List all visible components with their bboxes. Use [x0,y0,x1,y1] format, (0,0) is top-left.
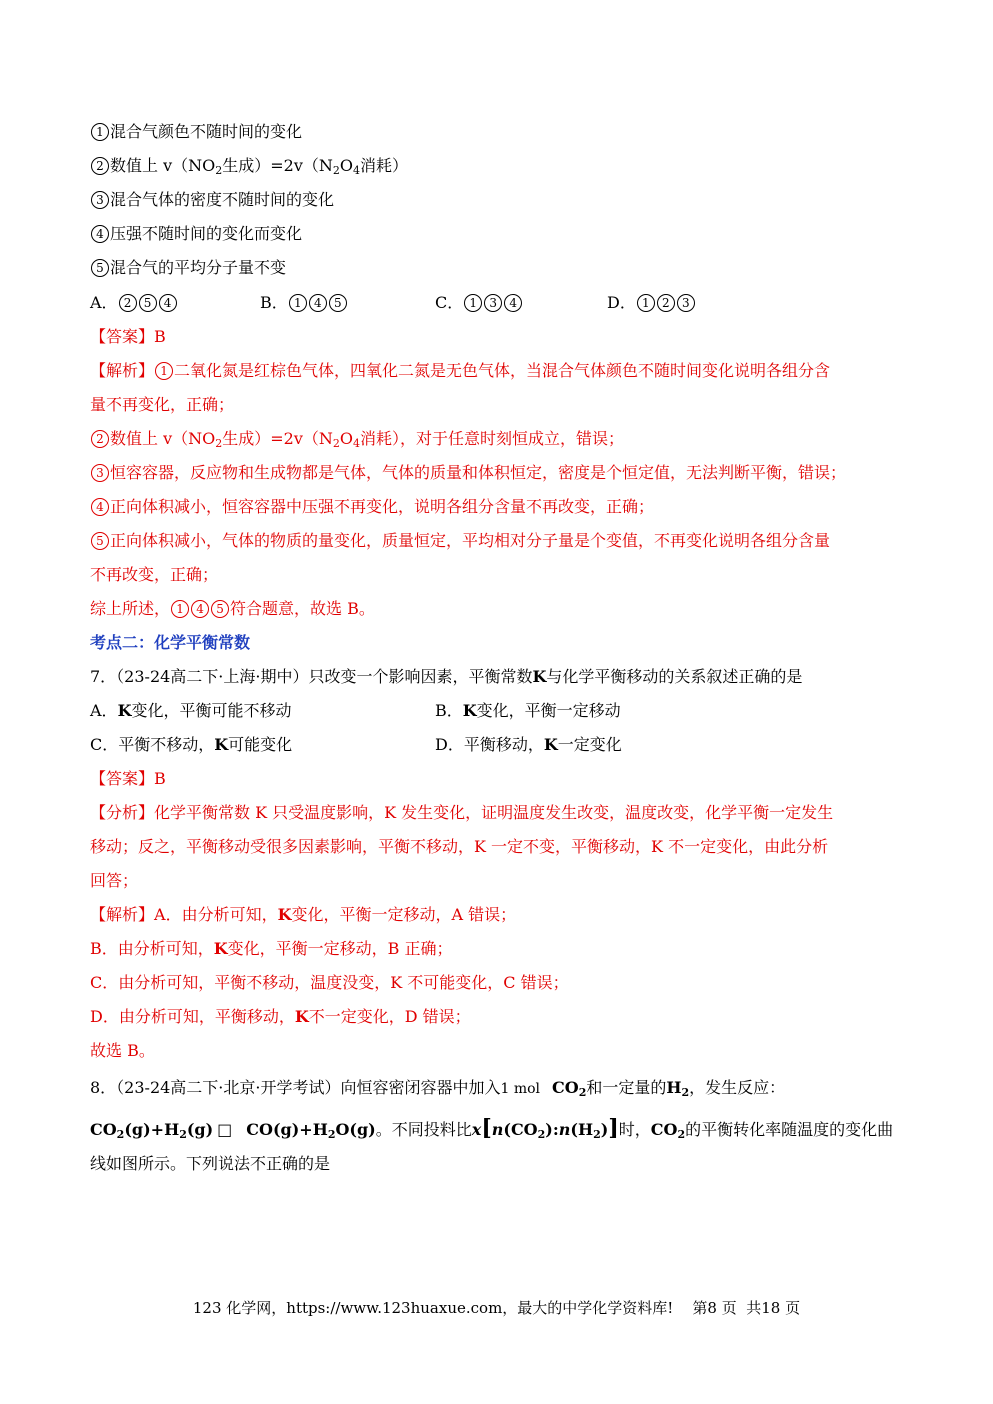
analysis-6-line6: 5 正向体积减小，气体的物质的量变化，质量恒定，平均相对分子量是个变值，不再变化说明各组分含量 [90,529,830,553]
analysis-6-line5: 4 正向体积减小，恒容容器中压强不再变化，说明各组分含量不再改变，正确； [90,495,654,519]
question-7: 7．（23-24高二下·上海·期中）只改变一个影响因素，平衡常数K与化学平衡移动的关系叙述正确的是 [90,667,803,686]
analysis-6-line7: 不再改变，正确； [90,565,219,584]
fenxi-7-line3: 回答； [90,871,139,890]
section-title: 考点二：化学平衡常数 [90,633,251,652]
summary-6: 综上所述， 1 4 5 符合题意，故选 B。 [90,599,375,618]
fenxi-7-line2: 移动；反之，平衡移动受很多因素影响，平衡不移动，K 一定不变，平衡移动，K 不一定变化，由此分析 [90,837,829,856]
option-d[interactable]: D． 1 2 3 [607,291,696,315]
analysis-7-a: 【解析】A．由分析可知，K变化，平衡一定移动，A 错误； [90,905,517,924]
option-b[interactable]: B． 1 4 5 [260,291,348,315]
page-footer: 123 化学网，https://www.123huaxue.com，最大的中学化学资料库! 第8 页 共18 页 [192,1299,801,1317]
analysis-7-end: 故选 B。 [90,1041,155,1060]
statement-5: 5 混合气的平均分子量不变 [90,256,286,280]
question-8: 8．（23-24高二下·北京·开学考试）向恒容密闭容器中加入1 mol $CO_2$和一定量的$H_2$，发生反应： [90,1078,786,1099]
q7-option-a[interactable]: A．K变化，平衡可能不移动 [90,701,292,720]
statement-3: 3 混合气体的密度不随时间的变化 [90,188,334,212]
question-8-line3: 线如图所示。下列说法不正确的是 [90,1154,331,1173]
answer-7: 【答案】B [90,769,166,788]
analysis-6-line2: 量不再变化，正确； [90,395,235,414]
option-a[interactable]: A． 2 5 4 [90,291,178,315]
answer-6: 【答案】B [90,327,166,346]
analysis-6-line4: 3 恒容容器，反应物和生成物都是气体，气体的质量和体积恒定，密度是个恒定值，无法判断平衡，错误； [90,461,846,485]
statement-1: 1 混合气颜色不随时间的变化 [90,120,302,144]
option-c[interactable]: C． 1 3 4 [435,291,523,315]
analysis-7-c: C．由分析可知，平衡不移动，温度没变，K 不可能变化，C 错误； [90,973,569,992]
statement-2: 2 数值上 $v(NO_2$生成）$=2v(N_2O_4$消耗） [90,154,408,178]
analysis-6-line3: 2 数值上 $v(NO_2$生成）$=2v(N_2O_4$消耗），对于任意时刻恒成立，错误； [90,427,624,451]
analysis-6-line1: 【解析】 1 二氧化氮是红棕色气体，四氧化二氮是无色气体，当混合气体颜色不随时间变化说明各组分含 [90,361,831,380]
fenxi-7-line1: 【分析】化学平衡常数 K 只受温度影响，K 发生变化，证明温度发生改变，温度改变，化学平衡一定发生 [90,803,834,822]
question-8-equation: $CO_2(g)+H_2(g)$ □ $CO(g)+H_2O(g)$。不同投料比$x[n(CO_2):n(H_2)]$时，$CO_2$的平衡转化率随温度的变化曲 [90,1115,894,1141]
equilibrium-arrow-box: □ [217,1120,233,1139]
statement-4: 4 压强不随时间的变化而变化 [90,222,302,246]
q7-option-b[interactable]: B．K变化，平衡一定移动 [435,701,621,720]
analysis-7-d: D．由分析可知，平衡移动，K不一定变化，D 错误； [90,1007,471,1026]
q7-option-d[interactable]: D．平衡移动，K一定变化 [435,735,622,754]
analysis-7-b: B．由分析可知，K变化，平衡一定移动，B 正确； [90,939,453,958]
q7-option-c[interactable]: C．平衡不移动，K可能变化 [90,735,293,754]
